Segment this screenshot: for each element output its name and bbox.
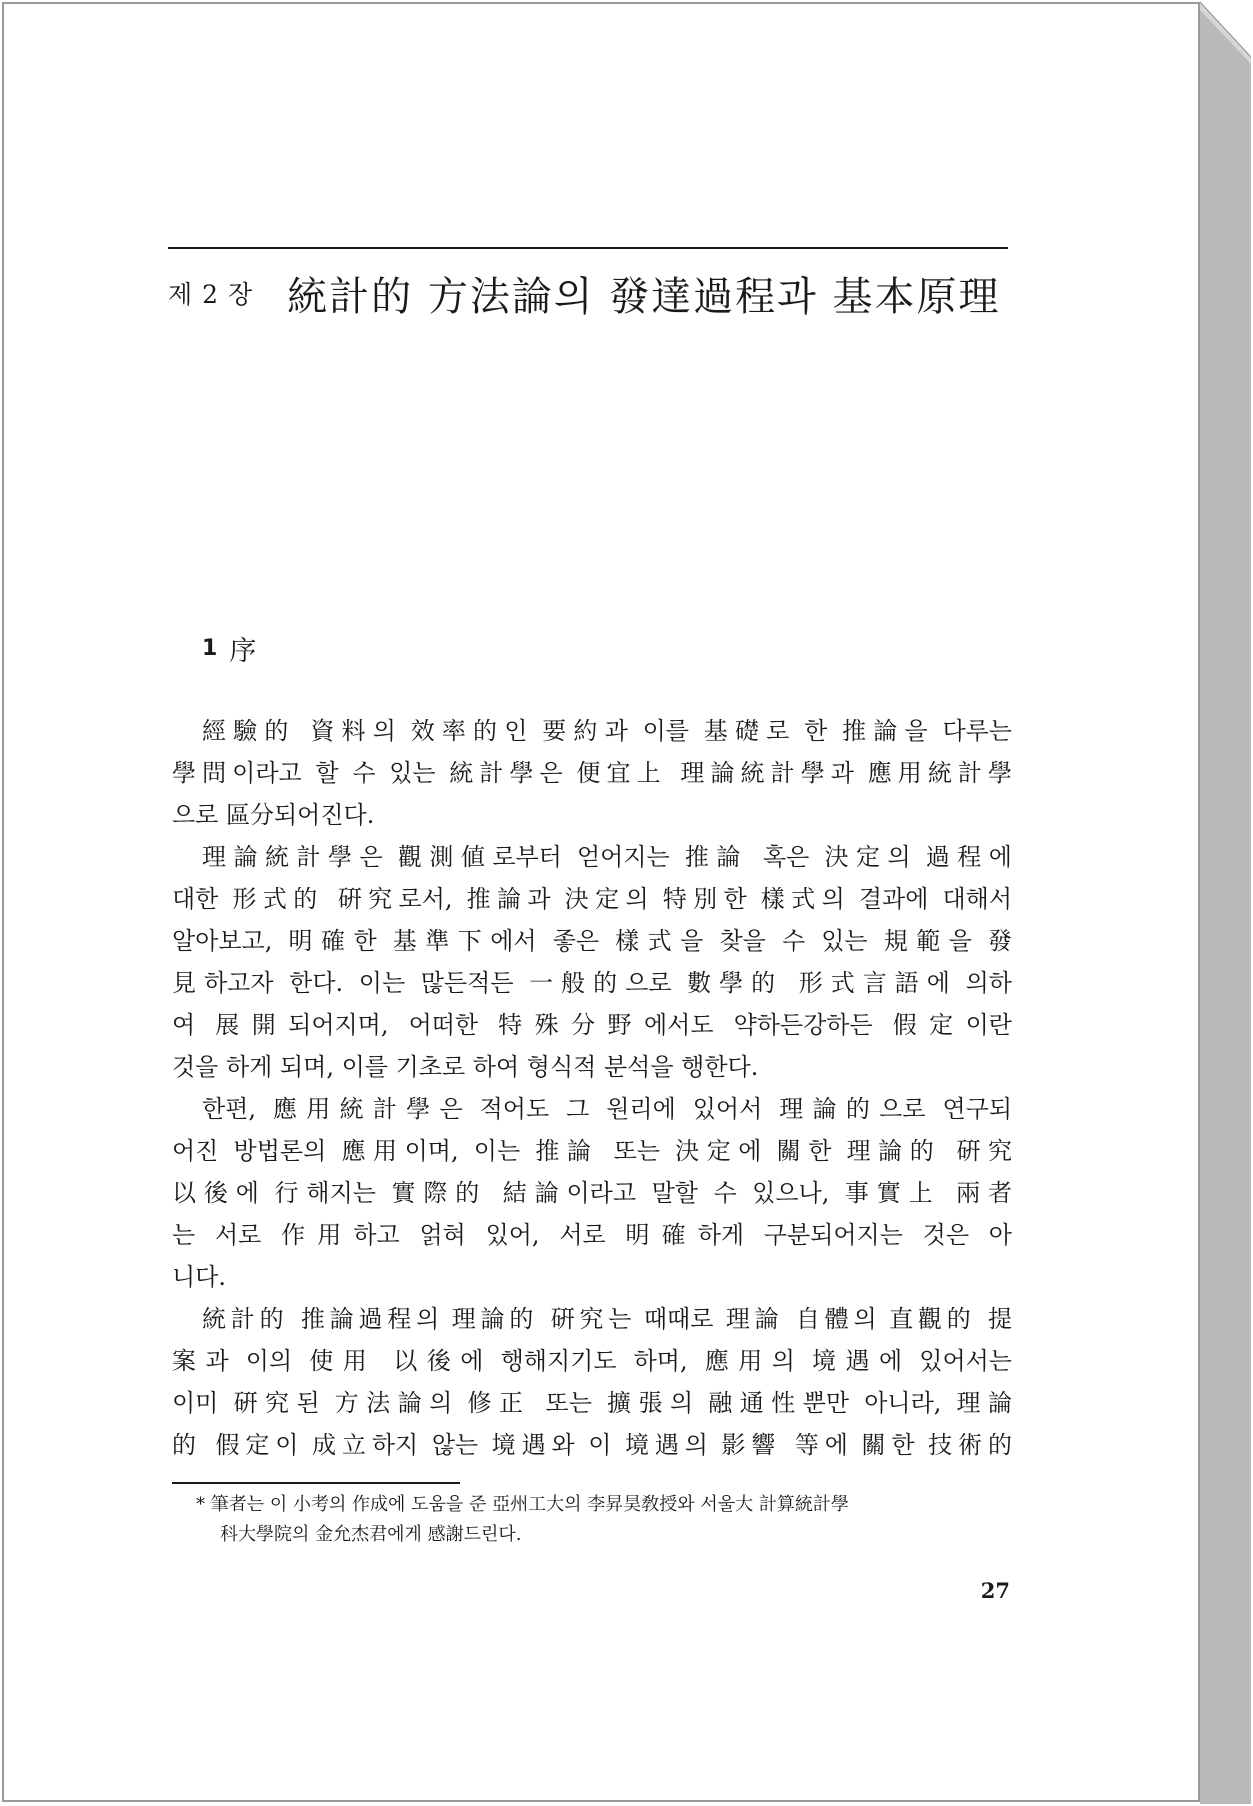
footnote-line: 科大學院의 金允杰君에게 感謝드린다. (220, 1524, 522, 1545)
body-line: 것을 하게 되며, 이를 기초로 하여 형식적 분석을 행한다. (172, 1053, 759, 1081)
body-line: 以後에 行해지는 實際的 結論이라고 말할 수 있으나, 事實上 兩者 (172, 1179, 1012, 1207)
section-heading (202, 628, 256, 668)
body-line: 的 假定이 成立하지 않는 境遇와 이 境遇의 影響 等에 關한 技術的 (172, 1431, 1012, 1459)
body-line: 案과 이의 使用 以後에 행해지기도 하며, 應用의 境遇에 있어서는 (172, 1347, 1012, 1375)
page-stack-edge (1200, 2, 1251, 1804)
body-text (172, 710, 1012, 1466)
section-number: 1 (202, 635, 218, 661)
chapter-number: 제 2 장 (168, 280, 254, 309)
chapter-top-rule (168, 247, 1008, 249)
footnote-line: * 筆者는 이 小考의 作成에 도움을 준 亞州工大의 李昇昊敎授와 서울大 計算統計學 (196, 1494, 849, 1515)
body-line: 理論統計學은 觀測値로부터 얻어지는 推論 혹은 決定의 過程에 (202, 843, 1012, 871)
page-number: 27 (980, 1578, 1010, 1603)
body-line: 알아보고, 明確한 基準下에서 좋은 樣式을 찾을 수 있는 規範을 發 (172, 927, 1012, 955)
chapter-title: 統計的 方法論의 發達過程과 基本原理 (287, 273, 1001, 320)
footnote (196, 1490, 1016, 1550)
body-line: 學問이라고 할 수 있는 統計學은 便宜上 理論統計學과 應用統計學 (172, 759, 1012, 787)
body-line: 統計的 推論過程의 理論的 硏究는 때때로 理論 自體의 直觀的 提 (202, 1305, 1012, 1333)
section-title: 序 (229, 635, 257, 667)
body-line: 대한 形式的 硏究로서, 推論과 決定의 特別한 樣式의 결과에 대해서 (172, 885, 1012, 913)
footnote-rule (172, 1482, 460, 1484)
body-line: 見하고자 한다. 이는 많든적든 一般的으로 數學的 形式言語에 의하 (172, 969, 1012, 997)
body-line: 經驗的 資料의 效率的인 要約과 이를 基礎로 한 推論을 다루는 (202, 717, 1012, 745)
body-line: 는 서로 作用하고 얽혀 있어, 서로 明確하게 구분되어지는 것은 아 (172, 1221, 1012, 1249)
body-line: 으로 區分되어진다. (172, 801, 375, 829)
body-line: 니다. (172, 1263, 226, 1291)
chapter-heading (168, 258, 1028, 328)
body-line: 한편, 應用統計學은 적어도 그 원리에 있어서 理論的으로 연구되 (202, 1095, 1012, 1123)
body-line: 여 展開되어지며, 어떠한 特殊分野에서도 약하든강하든 假定이란 (172, 1011, 1012, 1039)
body-line: 어진 방법론의 應用이며, 이는 推論 또는 決定에 關한 理論的 硏究 (172, 1137, 1012, 1165)
body-line: 이미 硏究된 方法論의 修正 또는 擴張의 融通性뿐만 아니라, 理論 (172, 1389, 1012, 1417)
